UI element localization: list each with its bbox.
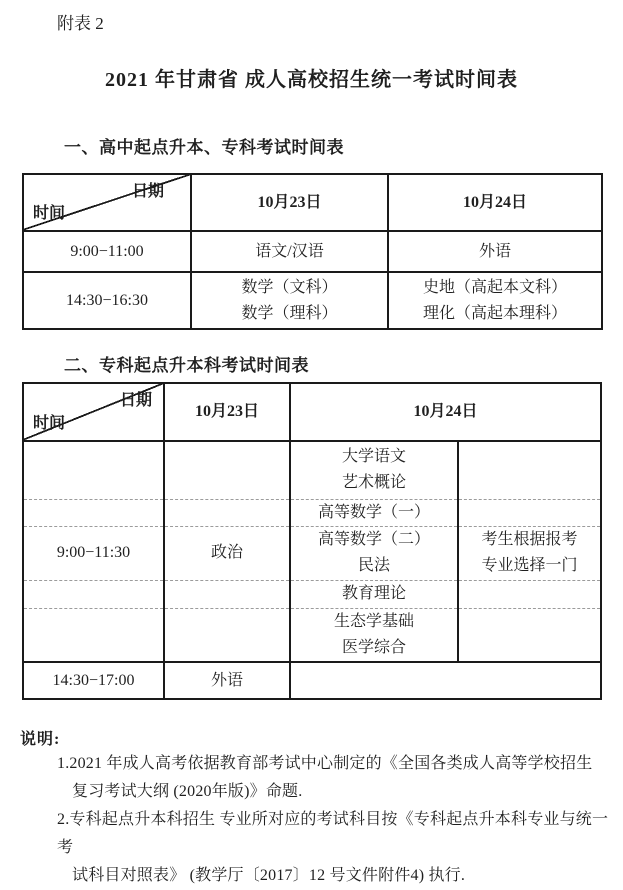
subject-cell: [164, 499, 290, 526]
subject-cell: 语文/汉语: [191, 231, 388, 272]
subject-cell: 外语: [164, 662, 290, 699]
time-cell: 9:00−11:30: [23, 526, 164, 580]
subject-line: 生态学基础: [333, 612, 414, 630]
subject-subrow: [23, 441, 601, 499]
subject-cell: 政治: [164, 526, 290, 580]
subject-subrow: [23, 608, 601, 662]
note-line: 试科目对照表》 (教学厅〔2017〕12 号文件附件4) 执行.: [72, 867, 466, 884]
subject-cell: [164, 608, 290, 662]
subject-cell: 教育理论: [290, 580, 458, 608]
note-line: 专业选择一门: [481, 557, 578, 574]
date-label: 日期: [119, 392, 152, 409]
time-cell: 14:30−16:30: [23, 272, 191, 329]
page-title: 2021 年甘肃省 成人高校招生统一考试时间表: [105, 69, 518, 91]
subject-line: 数学（文科）: [241, 278, 338, 296]
subject-cell: [164, 441, 290, 499]
table-header-row: [23, 174, 602, 231]
benke-exam-table: [22, 382, 602, 700]
choice-note-cell: [458, 441, 601, 499]
subject-cell: [290, 526, 458, 580]
section-1-heading: 一、高中起点升本、专科考试时间表: [64, 138, 344, 157]
subject-line: 艺术概论: [341, 474, 406, 492]
subject-line: 史地（高起本文科）: [422, 278, 567, 296]
time-cell: [23, 441, 164, 499]
empty-cell: [290, 662, 601, 699]
subject-cell: [191, 272, 388, 329]
choice-note-cell: [458, 499, 601, 526]
subject-subrow: [23, 499, 601, 526]
time-cell: [23, 499, 164, 526]
subject-cell: [290, 608, 458, 662]
note-line: 1.2021 年成人高考依据教育部考试中心制定的《全国各类成人高等学校招生: [57, 755, 593, 772]
choice-note-cell: [458, 608, 601, 662]
note-line: 复习考试大纲 (2020年版)》命题.: [72, 783, 303, 800]
subject-line: 理化（高起本理科）: [422, 304, 567, 322]
time-label: 时间: [33, 205, 66, 222]
subject-line: 大学语文: [341, 448, 406, 466]
subject-cell: [388, 272, 602, 329]
time-label: 时间: [33, 415, 66, 432]
time-cell: [23, 580, 164, 608]
subject-line: 医学综合: [341, 638, 406, 656]
subject-line: 民法: [357, 557, 390, 574]
subject-cell: [290, 441, 458, 499]
column-header-oct24: 10月24日: [290, 383, 601, 441]
section-2-heading: 二、专科起点升本科考试时间表: [64, 356, 309, 375]
subject-cell: 外语: [388, 231, 602, 272]
diagonal-header-cell: [23, 383, 164, 441]
gaozhong-exam-table: [22, 173, 603, 330]
time-cell: [23, 608, 164, 662]
table-row: [23, 231, 602, 272]
subject-subrow: [23, 526, 601, 580]
note-item: [20, 806, 623, 890]
time-cell: 9:00−11:00: [23, 231, 191, 272]
note-line: 2.专科起点升本科招生 专业所对应的考试科目按《专科起点升本科专业与统一考: [57, 811, 609, 856]
date-label: 日期: [131, 183, 164, 200]
appendix-label: 附表 2: [57, 14, 104, 33]
notes-heading: 说明:: [20, 731, 61, 748]
note-item: [20, 750, 623, 806]
subject-line: 高等数学（二）: [317, 531, 430, 548]
subject-line: 数学（理科）: [241, 304, 338, 322]
note-line: 考生根据报考: [481, 531, 578, 548]
column-header-oct23: 10月23日: [164, 383, 290, 441]
notes-section: [20, 729, 623, 890]
time-cell: 14:30−17:00: [23, 662, 164, 699]
table-row: [23, 272, 602, 329]
table-header-row: [23, 383, 601, 441]
subject-cell: [164, 580, 290, 608]
table-row: [23, 662, 601, 699]
column-header-oct23: 10月23日: [191, 174, 388, 231]
choice-note-cell: [458, 526, 601, 580]
column-header-oct24: 10月24日: [388, 174, 602, 231]
subject-cell: 高等数学（一）: [290, 499, 458, 526]
subject-subrow: [23, 580, 601, 608]
diagonal-header-cell: [23, 174, 191, 231]
choice-note-cell: [458, 580, 601, 608]
